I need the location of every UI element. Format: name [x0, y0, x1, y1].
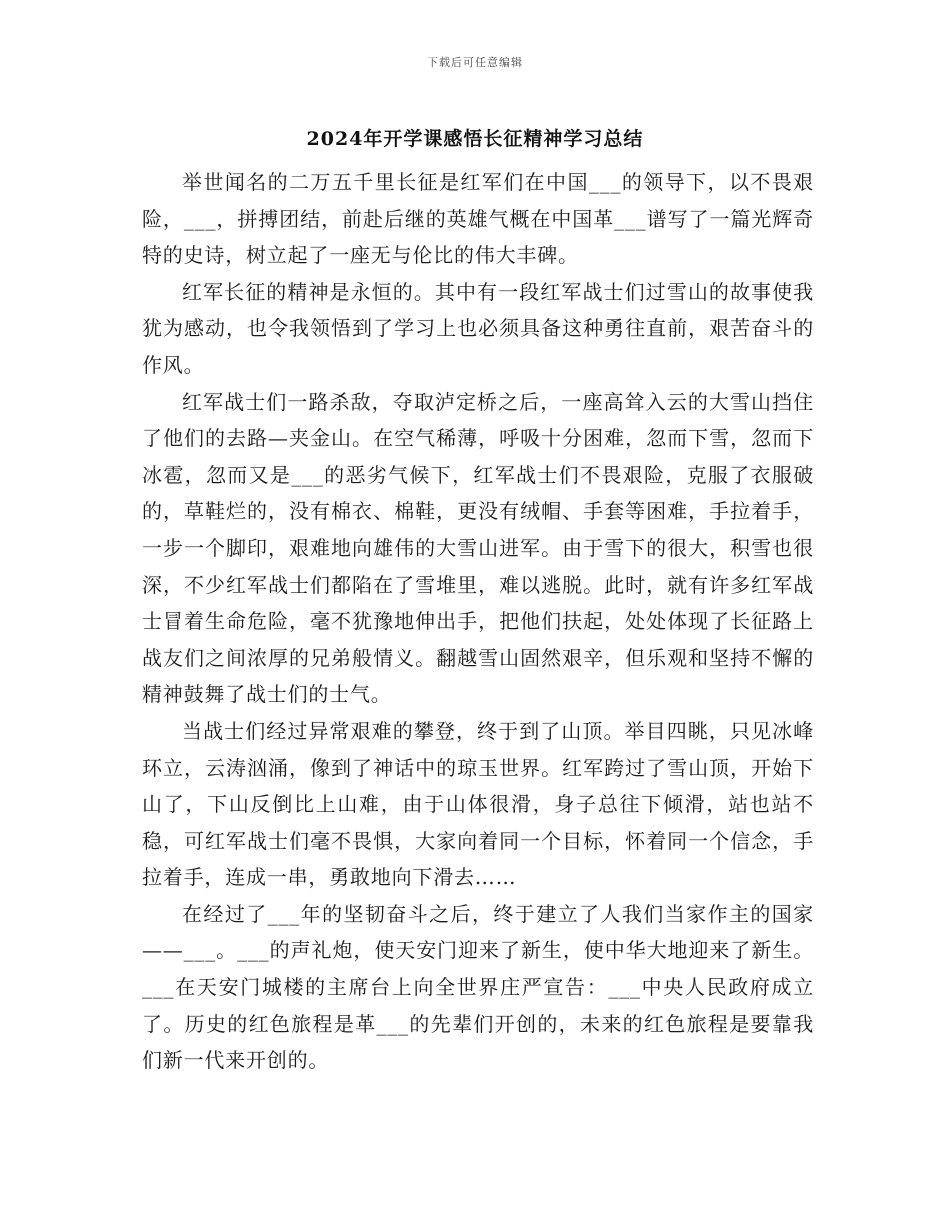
paragraph: 红军长征的精神是永恒的。其中有一段红军战士们过雪山的故事使我犹为感动，也令我领悟到了学习上也必须具备这种勇往直前，艰苦奋斗的作风。	[142, 279, 814, 377]
paragraph: 在经过了___年的坚韧奋斗之后，终于建立了人我们当家作主的国家——___。___的声礼炮，使天安门迎来了新生，使中华大地迎来了新生。___在天安门城楼的主席台上向全世界庄严宣告：___中央人民政府成立了。历史的红色旅程是革___的先辈们开创的，未来的红色旅程是要靠我们新一代来开创的。	[142, 901, 814, 1073]
document-body	[142, 164, 814, 1079]
document-title: 2024年开学课感悟长征精神学习总结	[306, 128, 644, 150]
paragraph: 当战士们经过异常艰难的攀登，终于到了山顶。举目四眺，只见冰峰环立，云涛汹涌，像到了神话中的琼玉世界。红军跨过了雪山顶，开始下山了，下山反倒比上山难，由于山体很滑，身子总往下倾滑，站也站不稳，可红军战士们毫不畏惧，大家向着同一个目标，怀着同一个信念，手拉着手，连成一串，勇敢地向下滑去……	[142, 718, 814, 890]
header-note: 下载后可任意编辑	[427, 56, 523, 69]
paragraph: 举世闻名的二万五千里长征是红军们在中国___的领导下，以不畏艰险，___，拼搏团结，前赴后继的英雄气概在中国革___谱写了一篇光辉奇特的史诗，树立起了一座无与伦比的伟大丰碑。	[142, 170, 814, 268]
paragraph: 红军战士们一路杀敌，夺取泸定桥之后，一座高耸入云的大雪山挡住了他们的去路—夹金山。在空气稀薄，呼吸十分困难，忽而下雪，忽而下冰雹，忽而又是___的恶劣气候下，红军战士们不畏艰险，克服了衣服破的，草鞋烂的，没有棉衣、棉鞋，更没有绒帽、手套等困难，手拉着手，一步一个脚印，艰难地向雄伟的大雪山进军。由于雪下的很大，积雪也很深，不少红军战士们都陷在了雪堆里，难以逃脱。此时，就有许多红军战士冒着生命危险，毫不犹豫地伸出手，把他们扶起，处处体现了长征路上战友们之间浓厚的兄弟般情义。翻越雪山固然艰辛，但乐观和坚持不懈的精神鼓舞了战士们的士气。	[142, 389, 814, 707]
